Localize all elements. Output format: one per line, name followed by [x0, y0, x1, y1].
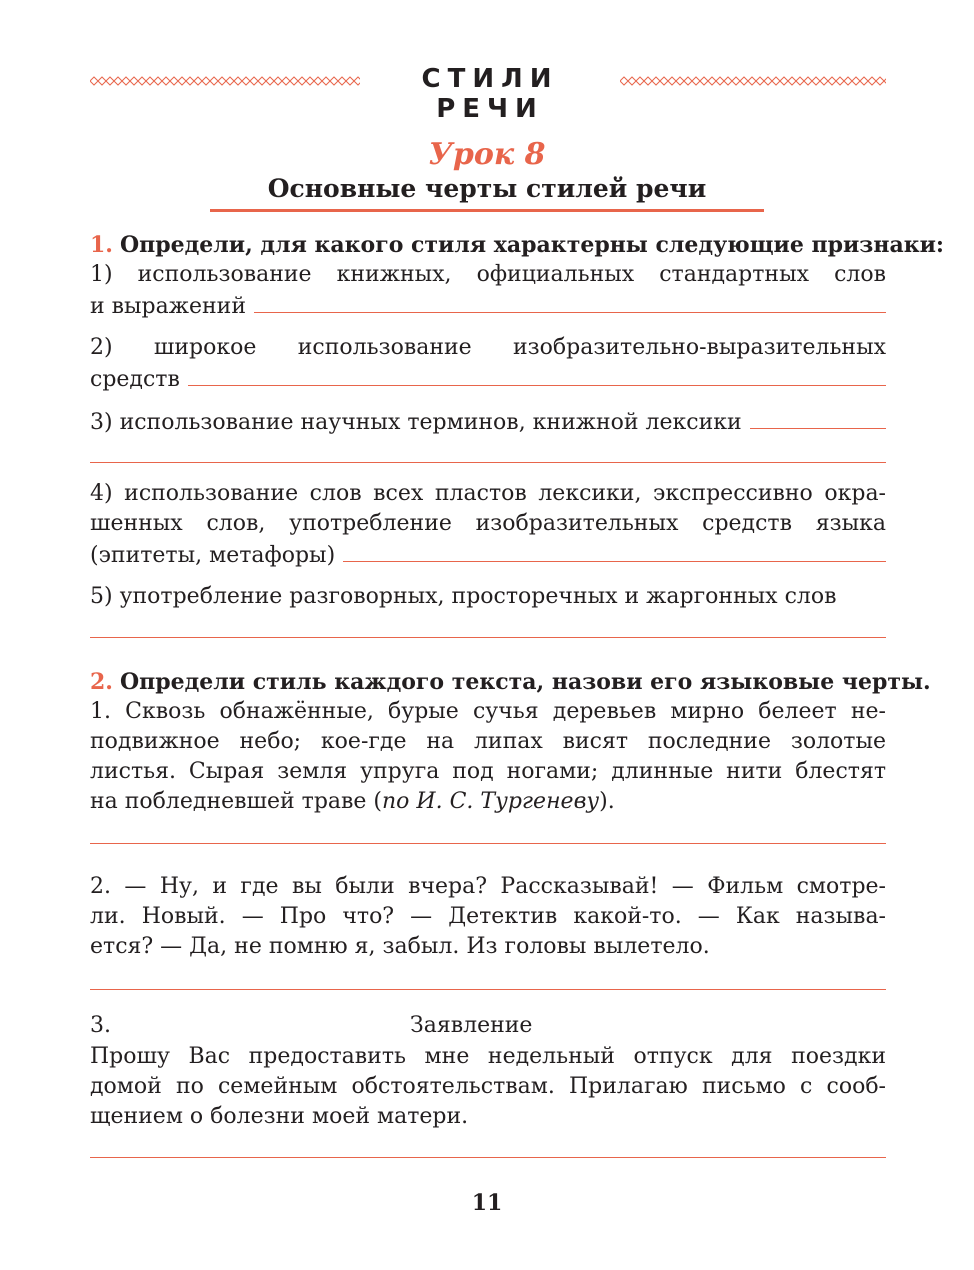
task1-item4-line2: шенных слов, употребление изобразительных средств языка: [90, 511, 886, 536]
task2-heading: [90, 667, 931, 698]
task1-item1-text: и выражений: [90, 294, 246, 319]
task2-text1-line3: листья. Сырая земля упруга под ногами; длинные нити блестят: [90, 759, 886, 784]
answer-line-8[interactable]: [90, 1157, 886, 1158]
task2-text1-line4: [90, 787, 886, 817]
task1-item5-line1: 5) употребление разговорных, просторечных и жаргонных слов: [90, 584, 837, 609]
task2-text2-line3: ется? — Да, не помню я, забыл. Из головы вылетело.: [90, 934, 710, 959]
task2-text1-line2: подвижное небо; кое-где на липах висят последние золотые: [90, 729, 886, 754]
task2-text1-line1: 1. Сквозь обнажённые, бурые сучья деревьев мирно белеет не-: [90, 699, 886, 724]
title-underline: [210, 209, 764, 212]
task1-item3-text: 3) использование научных терминов, книжной лексики: [90, 410, 742, 435]
task2-text3-line1: Прошу Вас предоставить мне недельный отпуск для поездки: [90, 1044, 886, 1069]
task2-text1-line4-start: на побледневшей траве (: [90, 789, 383, 814]
header-ornament-left: [90, 74, 360, 88]
answer-line-6[interactable]: [90, 843, 886, 844]
task1-number: 1.: [90, 232, 113, 258]
task2-text1-source: по И. С. Тургеневу: [382, 789, 600, 814]
task2-instruction: Определи стиль каждого текста, назови его языковые черты.: [119, 669, 931, 695]
task1-item2-text: средств: [90, 367, 180, 392]
task2-text1-line4-end: ).: [599, 789, 615, 814]
answer-line-2[interactable]: [188, 363, 886, 386]
task1-item4-line3: [90, 539, 886, 571]
task1-item1-line1: 1) использование книжных, официальных стандартных слов: [90, 262, 886, 287]
task2-text2-line1: 2. — Ну, и где вы были вчера? Рассказывай! — Фильм смотре-: [90, 874, 886, 899]
answer-line-3b[interactable]: [90, 462, 886, 463]
task2-text3-line3: щением о болезни моей матери.: [90, 1104, 469, 1129]
section-title: СТИЛИ РЕЧИ: [421, 64, 559, 124]
task1-item4-line1: 4) использование слов всех пластов лексики, экспрессивно окра-: [90, 481, 886, 506]
task1-item2-line1: 2) широкое использование изобразительно-выразительных: [90, 335, 886, 360]
lesson-label: Урок 8: [428, 137, 546, 172]
answer-line-4[interactable]: [343, 539, 886, 562]
answer-line-5[interactable]: [90, 637, 886, 638]
task2-text3-number: 3.: [90, 1013, 111, 1038]
header-ornament-right: [620, 74, 886, 88]
task2-text3-title: Заявление: [410, 1013, 533, 1038]
answer-line-3a[interactable]: [750, 406, 886, 429]
task2-text2-line2: ли. Новый. — Про что? — Детектив какой-то. — Как называ-: [90, 904, 886, 929]
page-number: 11: [471, 1190, 503, 1216]
task1-item2-line2: [90, 363, 886, 395]
task1-item1-line2: [90, 290, 886, 322]
task2-number: 2.: [90, 669, 113, 695]
section-header: [90, 58, 886, 124]
answer-line-7[interactable]: [90, 989, 886, 990]
task1-item4-text: (эпитеты, метафоры): [90, 543, 336, 568]
lesson-title: Основные черты стилей речи: [267, 174, 707, 203]
task1-heading: [90, 230, 945, 261]
task1-instruction: Определи, для какого стиля характерны следующие признаки:: [119, 232, 945, 258]
answer-line-1[interactable]: [254, 290, 886, 313]
task1-item3-line1: [90, 406, 886, 438]
task2-text3-line2: домой по семейным обстоятельствам. Прилагаю письмо с сооб-: [90, 1074, 886, 1099]
